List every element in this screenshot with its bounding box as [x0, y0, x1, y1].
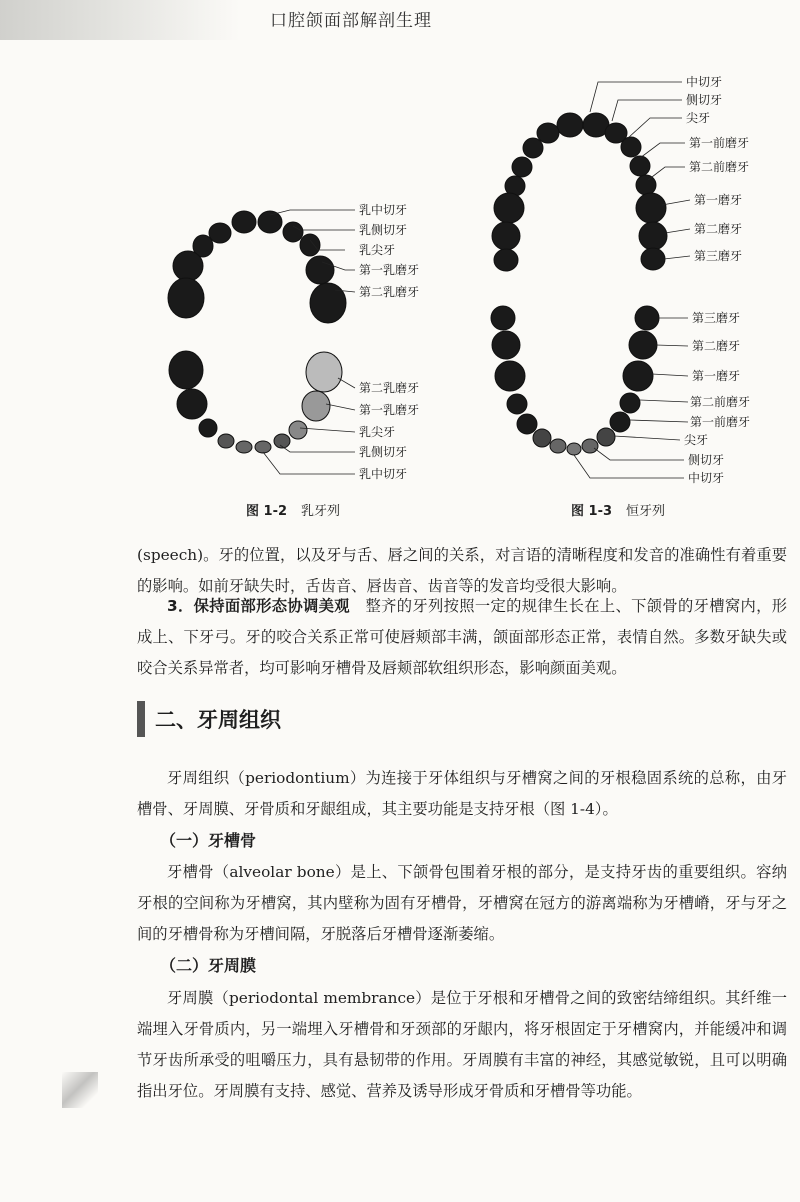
subheading-alveolar-bone: （一）牙槽骨: [160, 831, 257, 850]
label-canine-lower: 尖牙: [684, 433, 709, 447]
label-second-molar-lower: 第二磨牙: [692, 339, 741, 353]
permanent-lower-arch: [491, 306, 659, 455]
label-canine-upper: 尖牙: [686, 111, 711, 125]
running-header: 口腔颌面部解剖生理: [270, 11, 432, 31]
label-lateral-incisor-lower: 侧切牙: [688, 453, 725, 467]
label-primary-central-incisor-lower: 乳中切牙: [359, 467, 408, 481]
permanent-upper-labels: [686, 74, 749, 263]
paragraph-periodontal-membrane: 牙周膜（periodontal membrance）是位于牙根和牙槽骨之间的致密结缔组织。其纤维一端埋入牙骨质内，另一端埋入牙槽骨和牙颈部的牙龈内，将牙根固定于牙槽窝内，并能缓冲和调节牙齿所承受的咀嚼压力，具有悬韧带的作用。牙周膜有丰富的神经，其感觉敏锐，且可以明确指出牙位。牙周膜有支持、感觉、营养及诱导形成牙骨质和牙槽骨等功能。: [137, 989, 787, 1100]
label-central-incisor-lower: 中切牙: [688, 471, 725, 485]
paragraph-facial-harmony: [137, 591, 787, 684]
section-heading: [137, 700, 537, 738]
label-first-premolar-lower: 第一前磨牙: [690, 415, 751, 429]
label-primary-second-molar-lower: 第二乳磨牙: [359, 381, 420, 395]
label-primary-first-molar-upper: 第一乳磨牙: [359, 263, 420, 277]
label-second-premolar-lower: 第二前磨牙: [690, 395, 751, 409]
label-primary-canine-upper: 乳尖牙: [359, 243, 396, 257]
paragraph-alveolar-bone: 牙槽骨（alveolar bone）是上、下颌骨包围着牙根的部分，是支持牙齿的重要组织。容纳牙根的空间称为牙槽窝，其内壁称为固有牙槽骨，牙槽窝在冠方的游离端称为牙槽嵴，牙与牙之间的牙槽骨称为牙槽间隔，牙脱落后牙槽骨逐渐萎缩。: [137, 863, 787, 943]
subheading-periodontal-membrane: （二）牙周膜: [160, 956, 257, 975]
paragraph-speech: (speech)。牙的位置，以及牙与舌、唇之间的关系，对言语的清晰程度和发音的准确性有着重要的影响。如前牙缺失时，舌齿音、唇齿音、齿音等的发音均受很大影响。: [137, 546, 787, 595]
label-third-molar-lower: 第三磨牙: [692, 311, 741, 325]
label-primary-lateral-incisor-upper: 乳侧切牙: [359, 223, 408, 237]
dentition-figures: [0, 60, 800, 530]
primary-upper-arch: [168, 211, 346, 323]
label-primary-central-incisor-upper: 乳中切牙: [359, 203, 408, 217]
figure-number-1-3: 图 1-3: [571, 504, 613, 519]
label-first-molar-upper: 第一磨牙: [694, 193, 743, 207]
paragraph-periodontium: 牙周组织（periodontium）为连接于牙体组织与牙槽窝之间的牙根稳固系统的总称，由牙槽骨、牙周膜、牙骨质和牙龈组成，其主要功能是支持牙根（图 1-4）。: [137, 769, 787, 818]
primary-lower-labels: [359, 380, 419, 481]
label-primary-lateral-incisor-lower: 乳侧切牙: [359, 445, 408, 459]
label-primary-second-molar-upper: 第二乳磨牙: [359, 285, 420, 299]
label-primary-first-molar-lower: 第一乳磨牙: [359, 403, 420, 417]
section-title: 二、牙周组织: [155, 708, 281, 732]
paragraph-facial-harmony-text: 整齐的牙列按照一定的规律生长在上、下颌骨的牙槽窝内，形成上、下牙弓。牙的咬合关系正常可使唇颊部丰满，颌面部形态正常，表情自然。多数牙缺失或咬合关系异常者，均可影响牙槽骨及唇颊部软组织形态，影响颜面美观。: [137, 597, 787, 677]
figure-caption-1-2: [246, 500, 340, 519]
label-second-premolar-upper: 第二前磨牙: [689, 160, 750, 174]
permanent-upper-arch: [492, 113, 667, 271]
primary-lower-arch: [169, 351, 342, 453]
label-lateral-incisor-upper: 侧切牙: [686, 93, 723, 107]
primary-upper-labels: [359, 202, 419, 299]
figure-number-1-2: 图 1-2: [246, 504, 288, 519]
paragraph-lead: 3．保持面部形态协调美观: [167, 597, 350, 615]
label-primary-canine-lower: 乳尖牙: [359, 425, 396, 439]
figure-caption-1-3: [571, 500, 665, 519]
permanent-lower-labels: [684, 310, 750, 485]
label-third-molar-upper: 第三磨牙: [694, 249, 743, 263]
scan-shadow: [0, 0, 240, 40]
label-central-incisor-upper: 中切牙: [686, 75, 723, 89]
label-first-premolar-upper: 第一前磨牙: [689, 136, 750, 150]
label-first-molar-lower: 第一磨牙: [692, 369, 741, 383]
figure-title-1-3: 恒牙列: [626, 504, 666, 519]
figure-title-1-2: 乳牙列: [301, 504, 341, 519]
section-bar: [137, 701, 145, 737]
label-second-molar-upper: 第二磨牙: [694, 222, 743, 236]
scan-mark: [62, 1072, 98, 1108]
